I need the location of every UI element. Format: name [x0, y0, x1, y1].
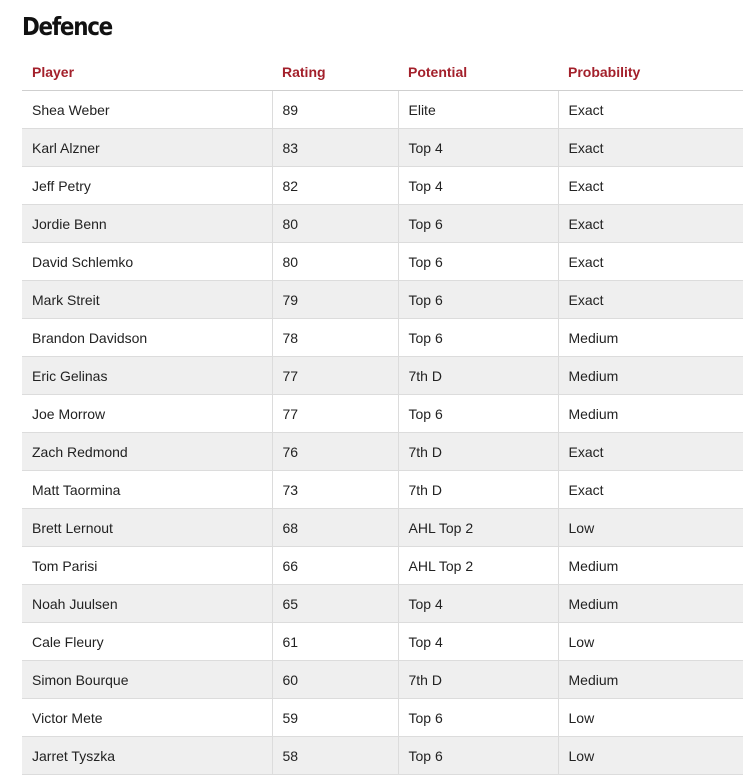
cell-probability: Low: [558, 509, 743, 547]
table-row: [22, 433, 743, 471]
cell-probability: Low: [558, 699, 743, 737]
table-header: [22, 53, 743, 91]
cell-potential: Top 6: [398, 395, 558, 433]
cell-player: Cale Fleury: [22, 623, 272, 661]
table-body: [22, 91, 743, 775]
cell-player: Joe Morrow: [22, 395, 272, 433]
cell-rating: 82: [272, 167, 398, 205]
column-header-player[interactable]: Player: [22, 53, 272, 91]
cell-probability: Exact: [558, 205, 743, 243]
cell-rating: 77: [272, 395, 398, 433]
table-row: [22, 395, 743, 433]
cell-rating: 89: [272, 91, 398, 129]
table-row: [22, 737, 743, 775]
cell-rating: 68: [272, 509, 398, 547]
cell-rating: 58: [272, 737, 398, 775]
cell-player: Karl Alzner: [22, 129, 272, 167]
cell-player: David Schlemko: [22, 243, 272, 281]
cell-potential: 7th D: [398, 433, 558, 471]
cell-potential: Elite: [398, 91, 558, 129]
cell-potential: Top 6: [398, 737, 558, 775]
cell-potential: Top 4: [398, 129, 558, 167]
cell-player: Tom Parisi: [22, 547, 272, 585]
cell-player: Matt Taormina: [22, 471, 272, 509]
cell-probability: Exact: [558, 129, 743, 167]
cell-rating: 80: [272, 243, 398, 281]
cell-rating: 65: [272, 585, 398, 623]
cell-player: Eric Gelinas: [22, 357, 272, 395]
table-row: [22, 509, 743, 547]
cell-potential: Top 6: [398, 699, 558, 737]
cell-player: Simon Bourque: [22, 661, 272, 699]
header-row: [22, 53, 743, 91]
cell-probability: Exact: [558, 281, 743, 319]
cell-potential: Top 6: [398, 281, 558, 319]
cell-probability: Medium: [558, 395, 743, 433]
cell-potential: AHL Top 2: [398, 509, 558, 547]
cell-probability: Medium: [558, 547, 743, 585]
cell-probability: Medium: [558, 357, 743, 395]
cell-potential: Top 4: [398, 585, 558, 623]
cell-potential: Top 6: [398, 319, 558, 357]
cell-rating: 79: [272, 281, 398, 319]
table-row: [22, 319, 743, 357]
cell-player: Zach Redmond: [22, 433, 272, 471]
table-row: [22, 205, 743, 243]
cell-potential: Top 6: [398, 205, 558, 243]
cell-probability: Low: [558, 737, 743, 775]
cell-player: Jordie Benn: [22, 205, 272, 243]
cell-probability: Exact: [558, 433, 743, 471]
cell-rating: 60: [272, 661, 398, 699]
cell-potential: 7th D: [398, 661, 558, 699]
cell-rating: 83: [272, 129, 398, 167]
cell-player: Shea Weber: [22, 91, 272, 129]
cell-rating: 80: [272, 205, 398, 243]
cell-rating: 78: [272, 319, 398, 357]
cell-rating: 77: [272, 357, 398, 395]
cell-player: Victor Mete: [22, 699, 272, 737]
table-row: [22, 129, 743, 167]
table-row: [22, 623, 743, 661]
cell-potential: Top 4: [398, 623, 558, 661]
table-row: [22, 547, 743, 585]
table-row: [22, 281, 743, 319]
cell-player: Mark Streit: [22, 281, 272, 319]
cell-rating: 59: [272, 699, 398, 737]
cell-rating: 73: [272, 471, 398, 509]
cell-player: Brandon Davidson: [22, 319, 272, 357]
table-row: [22, 167, 743, 205]
cell-probability: Exact: [558, 243, 743, 281]
table-row: [22, 585, 743, 623]
cell-rating: 66: [272, 547, 398, 585]
table-row: [22, 699, 743, 737]
cell-rating: 61: [272, 623, 398, 661]
column-header-rating[interactable]: Rating: [272, 53, 398, 91]
cell-potential: 7th D: [398, 357, 558, 395]
table-row: [22, 471, 743, 509]
section-title: Defence: [22, 12, 112, 41]
cell-probability: Medium: [558, 319, 743, 357]
cell-player: Noah Juulsen: [22, 585, 272, 623]
column-header-potential[interactable]: Potential: [398, 53, 558, 91]
cell-probability: Exact: [558, 167, 743, 205]
table-row: [22, 357, 743, 395]
column-header-probability[interactable]: Probability: [558, 53, 743, 91]
cell-probability: Medium: [558, 585, 743, 623]
table-row: [22, 661, 743, 699]
defence-table: [22, 53, 743, 775]
cell-potential: Top 4: [398, 167, 558, 205]
cell-probability: Exact: [558, 471, 743, 509]
table-row: [22, 91, 743, 129]
cell-player: Brett Lernout: [22, 509, 272, 547]
cell-potential: 7th D: [398, 471, 558, 509]
cell-player: Jeff Petry: [22, 167, 272, 205]
cell-rating: 76: [272, 433, 398, 471]
cell-probability: Low: [558, 623, 743, 661]
cell-potential: Top 6: [398, 243, 558, 281]
table-row: [22, 243, 743, 281]
cell-probability: Medium: [558, 661, 743, 699]
cell-player: Jarret Tyszka: [22, 737, 272, 775]
cell-probability: Exact: [558, 91, 743, 129]
cell-potential: AHL Top 2: [398, 547, 558, 585]
